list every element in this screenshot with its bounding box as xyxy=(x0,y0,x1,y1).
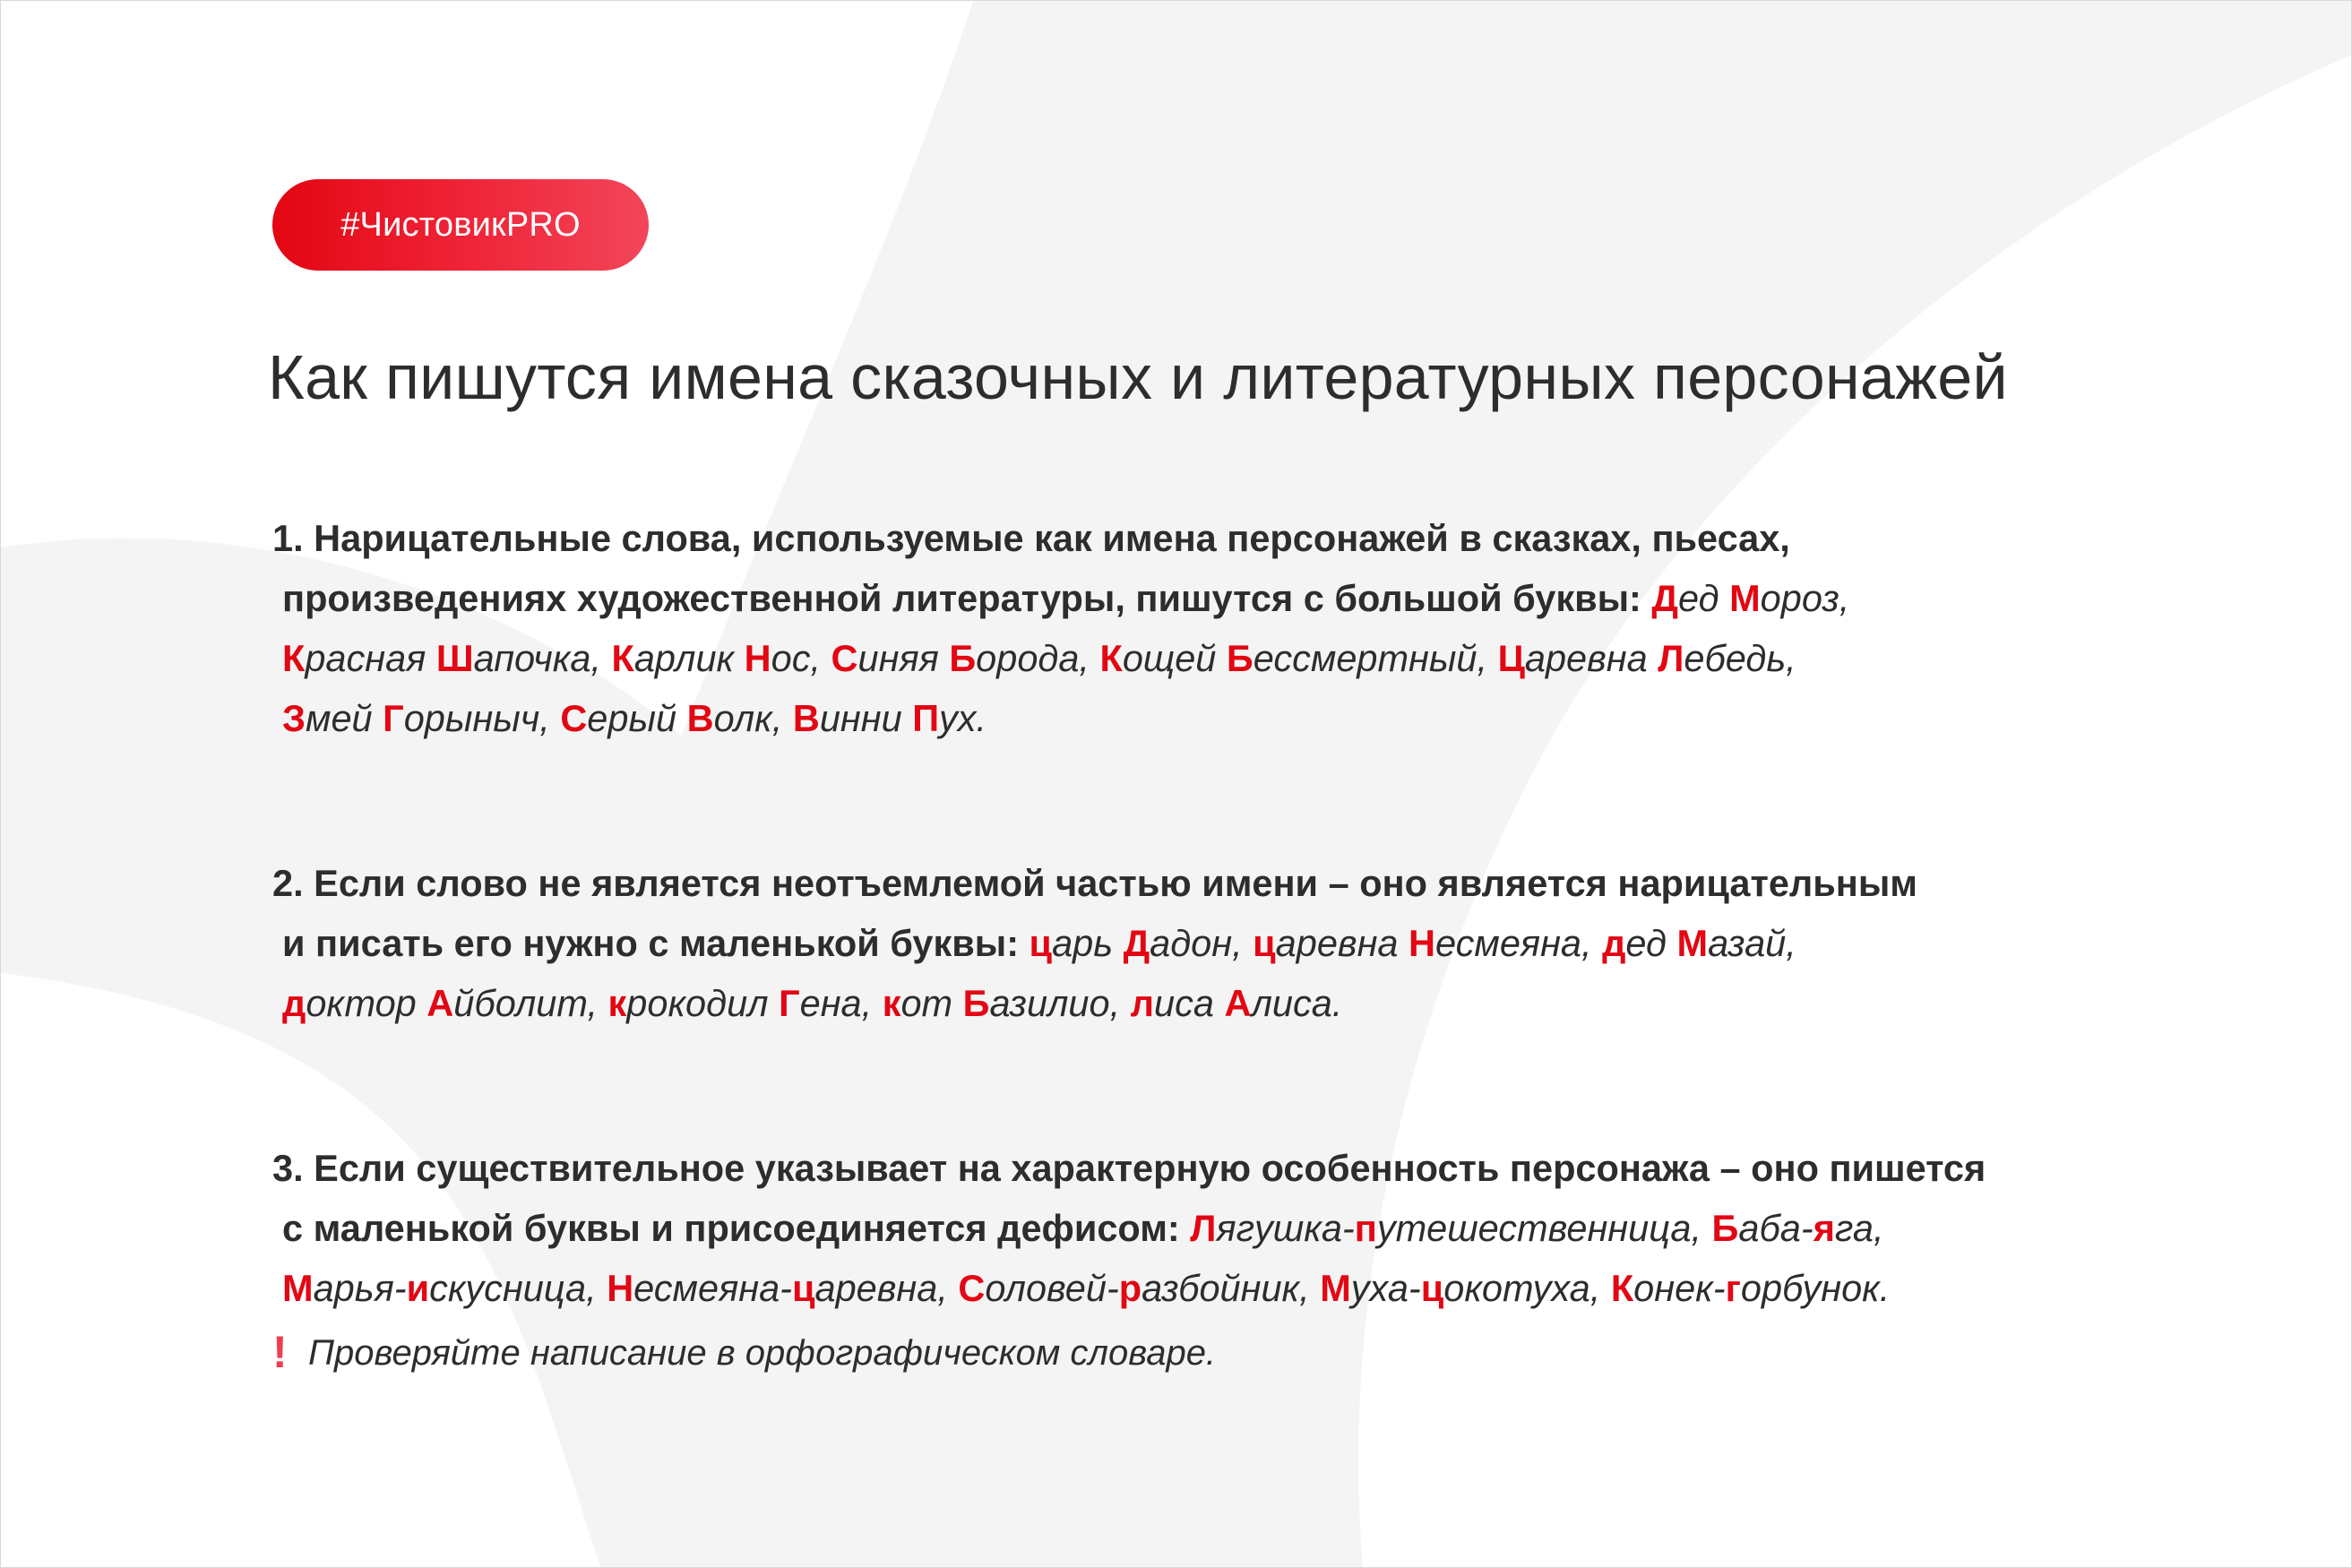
example-text: онек- xyxy=(1633,1267,1726,1309)
example-text: октор xyxy=(306,982,427,1024)
example-text: ос, xyxy=(771,637,831,679)
example-text: скусница, xyxy=(429,1267,607,1309)
example-text: аба- xyxy=(1738,1207,1814,1249)
rule-item xyxy=(272,508,2136,748)
highlight-letter: С xyxy=(560,697,588,739)
example-text: иняя xyxy=(857,637,950,679)
example-text: орбунок. xyxy=(1740,1267,1891,1309)
example-text: расная xyxy=(305,637,436,679)
highlight-letter: Ш xyxy=(435,637,474,679)
highlight-letter: ц xyxy=(1253,922,1276,964)
highlight-letter: к xyxy=(607,982,627,1024)
rule-line xyxy=(272,568,2136,628)
example-text: оловей- xyxy=(985,1267,1119,1309)
note xyxy=(272,1324,1216,1381)
rule-line xyxy=(272,508,2136,568)
rule-line xyxy=(272,913,2136,973)
example-text: ессмертный, xyxy=(1253,637,1498,679)
highlight-letter: С xyxy=(958,1267,986,1309)
rule-line xyxy=(272,1198,2136,1258)
highlight-letter: п xyxy=(1354,1207,1377,1249)
rule-line xyxy=(272,688,2136,748)
page-title: Как пишутся имена сказочных и литературных персонажей xyxy=(268,342,2008,412)
rule-line xyxy=(272,973,2136,1033)
highlight-letter: д xyxy=(1602,922,1626,964)
highlight-letter: М xyxy=(1729,577,1761,619)
highlight-letter: В xyxy=(792,697,820,739)
highlight-letter: Д xyxy=(1123,922,1150,964)
example-text: арлик xyxy=(633,637,745,679)
rule-lead-text: произведениях художественной литературы, пишутся с большой буквы: xyxy=(282,577,1652,619)
rule-lead-text: 2. Если слово не является неотъемлемой частью имени – оно является нарицательным xyxy=(272,862,1917,904)
example-text: уха- xyxy=(1350,1267,1421,1309)
highlight-letter: П xyxy=(912,697,940,739)
example-text: олк, xyxy=(713,697,793,739)
example-text: азбойник, xyxy=(1142,1267,1321,1309)
highlight-letter: Л xyxy=(1658,637,1684,679)
highlight-letter: М xyxy=(1676,922,1709,964)
example-text: ена, xyxy=(799,982,883,1024)
rule-line xyxy=(272,628,2136,688)
example-text: ощей xyxy=(1122,637,1227,679)
example-text: ед xyxy=(1625,922,1677,964)
rule-line xyxy=(272,853,2136,913)
highlight-letter: Н xyxy=(1409,922,1436,964)
example-text: окотуха, xyxy=(1443,1267,1611,1309)
highlight-letter: Ц xyxy=(1497,637,1525,679)
rule-lead-text: с маленькой буквы и присоединяется дефисом: xyxy=(282,1207,1191,1249)
example-text: арь xyxy=(1052,922,1124,964)
highlight-letter: С xyxy=(831,637,858,679)
highlight-letter: Б xyxy=(1226,637,1254,679)
exclamation-icon: ! xyxy=(272,1327,288,1377)
highlight-letter: К xyxy=(1610,1267,1634,1309)
highlight-letter: А xyxy=(426,982,454,1024)
hashtag-badge: #ЧистовикPRO xyxy=(272,179,649,271)
highlight-letter: Б xyxy=(962,982,990,1024)
highlight-letter: Б xyxy=(1711,1207,1739,1249)
rule-item xyxy=(272,853,2136,1033)
highlight-letter: ц xyxy=(1029,922,1053,964)
highlight-letter: ц xyxy=(791,1267,815,1309)
example-text: аревна xyxy=(1524,637,1658,679)
example-text: азилио, xyxy=(989,982,1131,1024)
highlight-letter: д xyxy=(282,982,306,1024)
example-text: орыныч, xyxy=(403,697,561,739)
example-text: йболит, xyxy=(453,982,608,1024)
example-text: от xyxy=(900,982,963,1024)
highlight-letter: Н xyxy=(744,637,771,679)
highlight-letter: М xyxy=(282,1267,314,1309)
highlight-letter: Б xyxy=(949,637,977,679)
example-text: ебедь, xyxy=(1684,637,1796,679)
highlight-letter: и xyxy=(406,1267,430,1309)
example-text: апочка, xyxy=(473,637,612,679)
example-text: есмеяна- xyxy=(633,1267,792,1309)
highlight-letter: Н xyxy=(607,1267,634,1309)
rule-line xyxy=(272,1258,2136,1318)
example-text: га, xyxy=(1834,1207,1884,1249)
example-text: ед xyxy=(1678,577,1730,619)
highlight-letter: К xyxy=(611,637,634,679)
highlight-letter: А xyxy=(1224,982,1252,1024)
rule-lead-text: 3. Если существительное указывает на характерную особенность персонажа – оно пишется xyxy=(272,1147,1986,1189)
example-text: адон, xyxy=(1150,922,1254,964)
highlight-letter: К xyxy=(1099,637,1123,679)
example-text: аревна, xyxy=(814,1267,959,1309)
example-text: мей xyxy=(306,697,383,739)
example-text: ерый xyxy=(587,697,687,739)
example-text: есмеяна, xyxy=(1435,922,1603,964)
example-text: арья- xyxy=(313,1267,407,1309)
example-text: утешественница, xyxy=(1376,1207,1712,1249)
highlight-letter: ц xyxy=(1420,1267,1444,1309)
highlight-letter: Д xyxy=(1651,577,1678,619)
highlight-letter: Л xyxy=(1190,1207,1217,1249)
example-text: иса xyxy=(1154,982,1225,1024)
example-text: ороз, xyxy=(1760,577,1850,619)
highlight-letter: Г xyxy=(779,982,800,1024)
rules-list xyxy=(272,508,2136,1318)
example-text: рокодил xyxy=(626,982,780,1024)
rule-lead-text: 1. Нарицательные слова, используемые как имена персонажей в сказках, пьесах, xyxy=(272,517,1790,559)
highlight-letter: З xyxy=(282,697,306,739)
example-text: ягушка- xyxy=(1216,1207,1355,1249)
highlight-letter: К xyxy=(282,637,306,679)
example-text: ух. xyxy=(939,697,987,739)
highlight-letter: я xyxy=(1813,1207,1835,1249)
highlight-letter: М xyxy=(1320,1267,1351,1309)
example-text: лиса. xyxy=(1251,982,1343,1024)
highlight-letter: к xyxy=(882,982,901,1024)
rule-lead-text: и писать его нужно с маленькой буквы: xyxy=(282,922,1030,964)
example-text: аревна xyxy=(1275,922,1409,964)
highlight-letter: Г xyxy=(383,697,404,739)
highlight-letter: г xyxy=(1725,1267,1741,1309)
highlight-letter: В xyxy=(686,697,714,739)
example-text: инни xyxy=(819,697,913,739)
example-text: орода, xyxy=(976,637,1100,679)
example-text: азай, xyxy=(1708,922,1796,964)
rule-line xyxy=(272,1138,2136,1198)
highlight-letter: р xyxy=(1118,1267,1142,1309)
highlight-letter: л xyxy=(1130,982,1155,1024)
rule-item xyxy=(272,1138,2136,1318)
note-text: Проверяйте написание в орфографическом словаре. xyxy=(308,1333,1217,1373)
